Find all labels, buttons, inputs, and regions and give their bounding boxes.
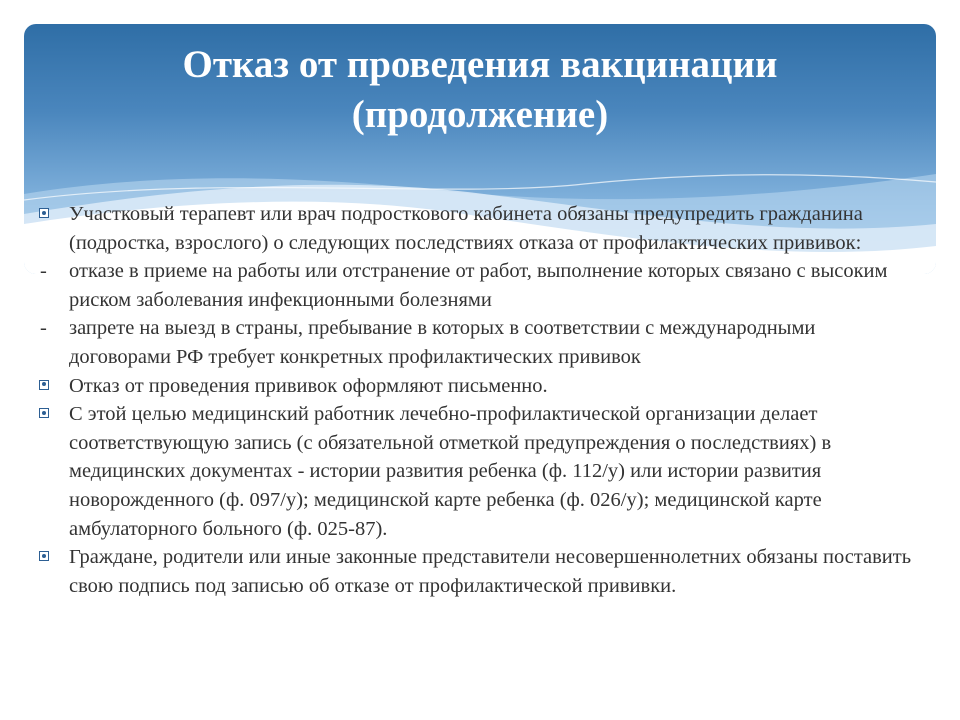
square-bullet-icon <box>39 208 49 218</box>
slide-title-line-2: (продолжение) <box>351 93 609 136</box>
list-item-text: отказе в приеме на работы или отстранение от работ, выполнение которых связано с высоким риском заболевания инфекционными болезнями <box>69 260 888 311</box>
list-item-text: Граждане, родители или иные законные представители несовершеннолетних обязаны поставить свою подпись под записью об отказе от профилактической прививки. <box>69 546 912 597</box>
list-item <box>36 372 916 401</box>
list-item-text: С этой целью медицинский работник лечебно-профилактической организации делает соответствующую запись (с обязательной отметкой предупреждения о последствиях) в медицинских документах - истории развития ребенка (ф. 112/у) или истории развития новорожденного (ф. 097/у); медицинской карте ребенка (ф. 026/у); медицинской карте амбулаторного больного (ф. 025-87). <box>69 403 832 540</box>
list-item <box>36 543 916 600</box>
list-item-text: Отказ от проведения прививок оформляют письменно. <box>69 374 548 397</box>
list-item-text: Участковый терапевт или врач подросткового кабинета обязаны предупредить гражданина (подростка, взрослого) о следующих последствиях отказа от профилактических прививок: <box>69 203 863 254</box>
content-list <box>36 200 916 600</box>
dash-marker: - <box>40 260 47 283</box>
dash-marker: - <box>40 317 47 340</box>
slide-title-line-1: Отказ от проведения вакцинации <box>182 43 778 86</box>
slide-title <box>24 40 936 140</box>
list-item-text: запрете на выезд в страны, пребывание в которых в соответствии с международными договорами РФ требует конкретных профилактических прививок <box>69 317 816 368</box>
list-item <box>36 257 916 314</box>
square-bullet-icon <box>39 551 49 561</box>
list-item <box>36 200 916 257</box>
square-bullet-icon <box>39 380 49 390</box>
square-bullet-icon <box>39 408 49 418</box>
list-item <box>36 400 916 543</box>
list-item <box>36 314 916 371</box>
